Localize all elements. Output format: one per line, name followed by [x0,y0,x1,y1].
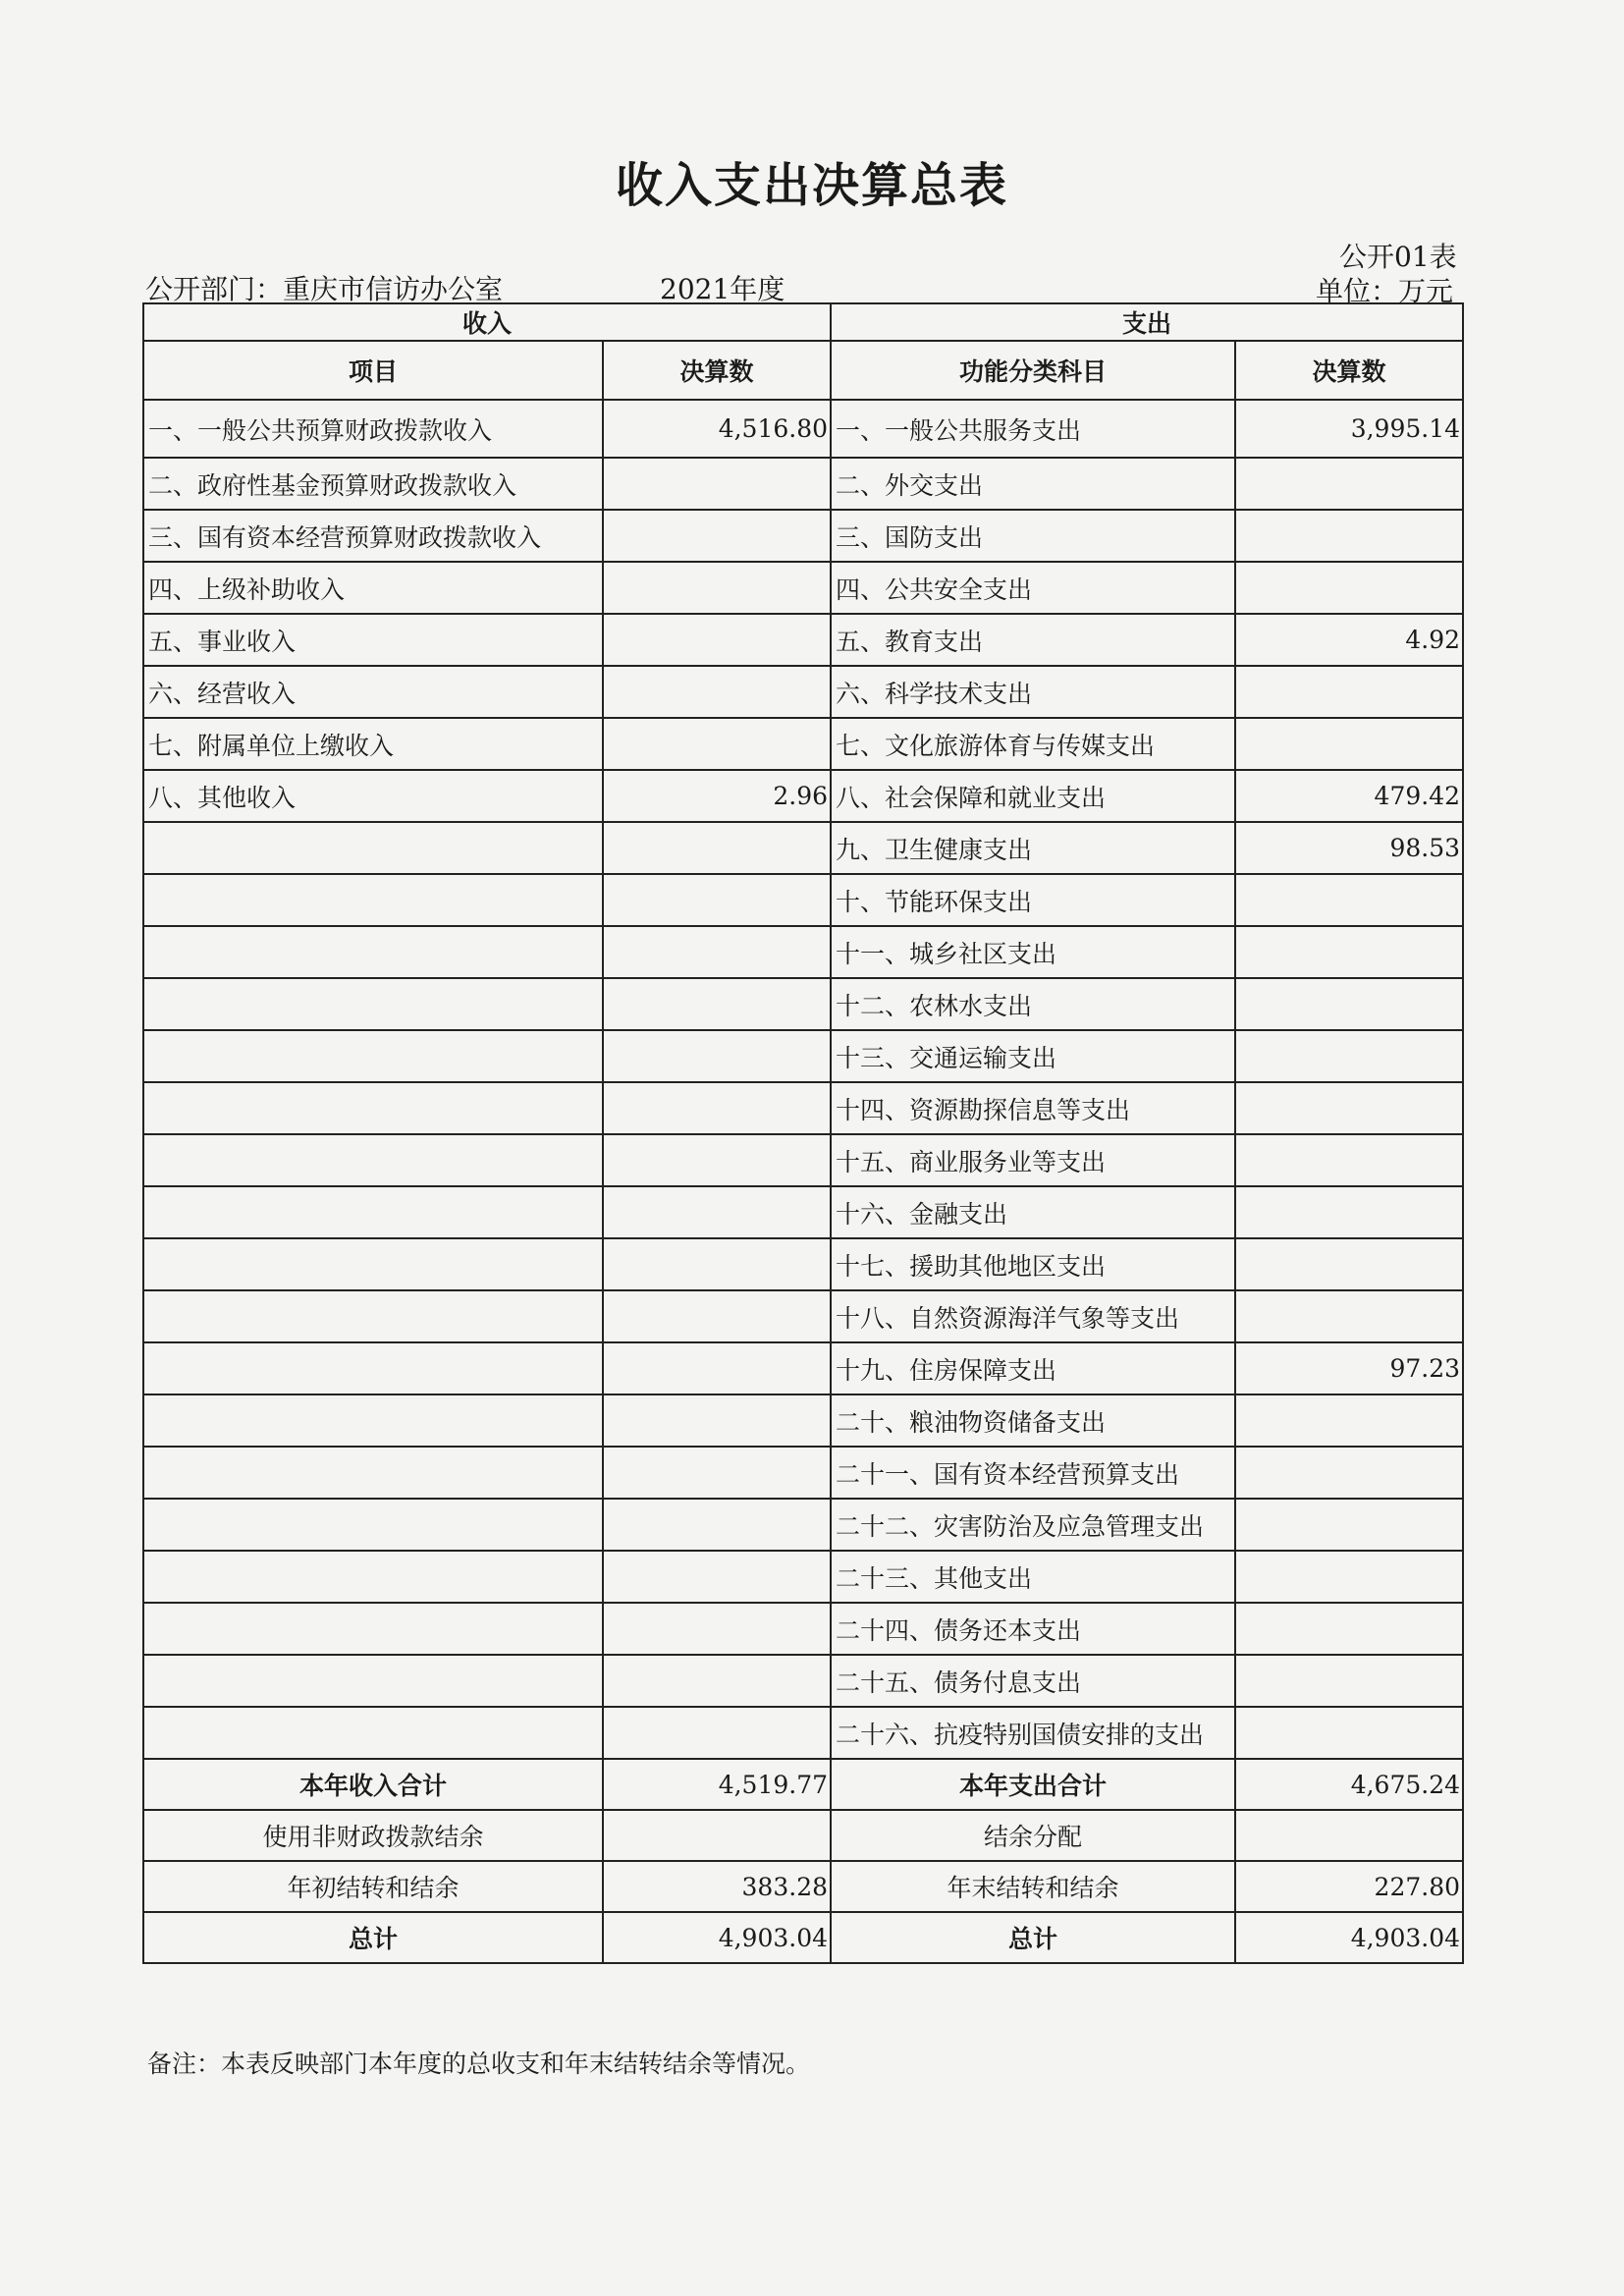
income-amount-cell [603,1551,831,1603]
expense-item-cell: 二十、粮油物资储备支出 [831,1394,1235,1447]
table-row [143,1499,1463,1551]
income-amount-cell: 4,516.80 [603,400,831,458]
table-row [143,614,1463,666]
expense-amount-cell [1235,1186,1463,1238]
income-amount-cell [603,562,831,614]
income-amount-cell [603,1030,831,1082]
expense-item-cell: 五、教育支出 [831,614,1235,666]
expense-amount-cell: 97.23 [1235,1342,1463,1394]
expense-amount-cell: 479.42 [1235,770,1463,822]
income-item-cell: 四、上级补助收入 [143,562,603,614]
year-label: 2021年度 [660,273,785,305]
expense-amount-cell: 98.53 [1235,822,1463,874]
income-amount-cell [603,614,831,666]
col-header-function: 功能分类科目 [831,341,1235,400]
form-code: 公开01表 [1339,241,1457,273]
income-item-cell [143,1603,603,1655]
income-amount-cell [603,458,831,510]
income-amount-cell [603,978,831,1030]
expense-amount-cell [1235,1134,1463,1186]
expense-amount-cell [1235,458,1463,510]
income-item-cell: 六、经营收入 [143,666,603,718]
expense-amount-cell [1235,978,1463,1030]
expense-amount-cell [1235,718,1463,770]
income-item-cell: 一、一般公共预算财政拨款收入 [143,400,603,458]
table-row [143,770,1463,822]
income-amount-cell [603,926,831,978]
income-item-cell [143,1238,603,1290]
income-item-cell [143,1707,603,1759]
table-row [143,1603,1463,1655]
page-title: 收入支出决算总表 [615,158,1008,213]
income-amount-cell: 2.96 [603,770,831,822]
table-row [143,1186,1463,1238]
summary-expense-label: 本年支出合计 [831,1759,1235,1810]
expense-amount-cell [1235,562,1463,614]
expense-item-cell: 二十四、债务还本支出 [831,1603,1235,1655]
expense-item-cell: 十四、资源勘探信息等支出 [831,1082,1235,1134]
income-item-cell [143,1290,603,1342]
expense-item-cell: 十一、城乡社区支出 [831,926,1235,978]
expense-amount-cell [1235,1707,1463,1759]
expense-section-header: 支出 [831,303,1463,341]
income-amount-cell [603,510,831,562]
income-item-cell: 二、政府性基金预算财政拨款收入 [143,458,603,510]
summary-income-label: 总计 [143,1912,603,1963]
col-header-item: 项目 [143,341,603,400]
summary-income-label: 本年收入合计 [143,1759,603,1810]
table-row [143,1238,1463,1290]
table-row [143,1655,1463,1707]
footnote: 备注：本表反映部门本年度的总收支和年末结转结余等情况。 [147,2050,811,2078]
summary-expense-amount: 4,903.04 [1235,1912,1463,1963]
section-header-row [143,303,1463,341]
income-item-cell [143,874,603,926]
expense-amount-cell: 3,995.14 [1235,400,1463,458]
expense-item-cell: 二、外交支出 [831,458,1235,510]
expense-item-cell: 二十一、国有资本经营预算支出 [831,1447,1235,1499]
expense-amount-cell [1235,926,1463,978]
income-amount-cell [603,874,831,926]
summary-income-amount: 4,903.04 [603,1912,831,1963]
column-header-row [143,341,1463,400]
summary-row [143,1810,1463,1861]
expense-item-cell: 十三、交通运输支出 [831,1030,1235,1082]
table-row [143,978,1463,1030]
summary-row [143,1912,1463,1963]
expense-amount-cell [1235,510,1463,562]
income-amount-cell [603,822,831,874]
table-row [143,1707,1463,1759]
income-item-cell: 五、事业收入 [143,614,603,666]
col-header-amount2: 决算数 [1235,341,1463,400]
income-amount-cell [603,1134,831,1186]
income-item-cell [143,1134,603,1186]
expense-item-cell: 十、节能环保支出 [831,874,1235,926]
expense-amount-cell [1235,1290,1463,1342]
income-item-cell [143,1551,603,1603]
table-summary [143,1759,1463,1963]
summary-income-amount [603,1810,831,1861]
summary-income-label: 使用非财政拨款结余 [143,1810,603,1861]
expense-item-cell: 十九、住房保障支出 [831,1342,1235,1394]
income-item-cell [143,1082,603,1134]
income-item-cell [143,1655,603,1707]
table-row [143,458,1463,510]
table-row [143,1447,1463,1499]
table-row [143,562,1463,614]
income-item-cell [143,978,603,1030]
expense-item-cell: 十六、金融支出 [831,1186,1235,1238]
summary-expense-label: 结余分配 [831,1810,1235,1861]
summary-income-amount: 4,519.77 [603,1759,831,1810]
table-row [143,874,1463,926]
table-row [143,1030,1463,1082]
table-row [143,1342,1463,1394]
expense-item-cell: 十八、自然资源海洋气象等支出 [831,1290,1235,1342]
summary-expense-label: 总计 [831,1912,1235,1963]
table-row [143,1551,1463,1603]
expense-amount-cell [1235,1394,1463,1447]
expense-amount-cell [1235,1082,1463,1134]
expense-item-cell: 七、文化旅游体育与传媒支出 [831,718,1235,770]
table-row [143,1394,1463,1447]
expense-item-cell: 二十五、债务付息支出 [831,1655,1235,1707]
expense-item-cell: 十七、援助其他地区支出 [831,1238,1235,1290]
table-row [143,718,1463,770]
expense-amount-cell: 4.92 [1235,614,1463,666]
income-section-header: 收入 [143,303,831,341]
table-row [143,1134,1463,1186]
table-row [143,926,1463,978]
income-amount-cell [603,1603,831,1655]
income-amount-cell [603,1655,831,1707]
summary-expense-amount: 4,675.24 [1235,1759,1463,1810]
expense-item-cell: 三、国防支出 [831,510,1235,562]
income-amount-cell [603,1447,831,1499]
income-item-cell: 三、国有资本经营预算财政拨款收入 [143,510,603,562]
expense-item-cell: 二十三、其他支出 [831,1551,1235,1603]
income-amount-cell [603,1082,831,1134]
summary-income-label: 年初结转和结余 [143,1861,603,1912]
expense-item-cell: 六、科学技术支出 [831,666,1235,718]
expense-item-cell: 四、公共安全支出 [831,562,1235,614]
expense-amount-cell [1235,1447,1463,1499]
table-row [143,1082,1463,1134]
table-row [143,510,1463,562]
expense-amount-cell [1235,1551,1463,1603]
income-amount-cell [603,1394,831,1447]
income-item-cell [143,926,603,978]
table-row [143,666,1463,718]
income-amount-cell [603,1186,831,1238]
income-item-cell: 八、其他收入 [143,770,603,822]
summary-expense-amount [1235,1810,1463,1861]
expense-amount-cell [1235,1603,1463,1655]
expense-amount-cell [1235,1238,1463,1290]
summary-row [143,1861,1463,1912]
summary-income-amount: 383.28 [603,1861,831,1912]
table-row [143,822,1463,874]
expense-item-cell: 八、社会保障和就业支出 [831,770,1235,822]
income-item-cell [143,1394,603,1447]
income-item-cell [143,1342,603,1394]
income-item-cell [143,1030,603,1082]
unit-label: 单位：万元 [1316,275,1454,307]
expense-item-cell: 一、一般公共服务支出 [831,400,1235,458]
income-item-cell [143,1186,603,1238]
income-item-cell [143,822,603,874]
income-amount-cell [603,1290,831,1342]
summary-row [143,1759,1463,1810]
income-item-cell: 七、附属单位上缴收入 [143,718,603,770]
table-row [143,400,1463,458]
expense-amount-cell [1235,1030,1463,1082]
income-amount-cell [603,1238,831,1290]
income-item-cell [143,1499,603,1551]
expense-item-cell: 十二、农林水支出 [831,978,1235,1030]
income-amount-cell [603,1342,831,1394]
expense-item-cell: 九、卫生健康支出 [831,822,1235,874]
income-amount-cell [603,1499,831,1551]
expense-item-cell: 二十六、抗疫特别国债安排的支出 [831,1707,1235,1759]
income-amount-cell [603,1707,831,1759]
expense-amount-cell [1235,1655,1463,1707]
summary-table-wrapper [142,302,1462,1964]
expense-amount-cell [1235,666,1463,718]
table-row [143,1290,1463,1342]
income-expense-table [142,302,1464,1964]
table-body [143,400,1463,1759]
income-item-cell [143,1447,603,1499]
income-amount-cell [603,718,831,770]
summary-expense-amount: 227.80 [1235,1861,1463,1912]
col-header-amount: 决算数 [603,341,831,400]
department-label: 公开部门：重庆市信访办公室 [145,273,504,305]
expense-amount-cell [1235,1499,1463,1551]
income-amount-cell [603,666,831,718]
expense-amount-cell [1235,874,1463,926]
summary-expense-label: 年末结转和结余 [831,1861,1235,1912]
expense-item-cell: 二十二、灾害防治及应急管理支出 [831,1499,1235,1551]
expense-item-cell: 十五、商业服务业等支出 [831,1134,1235,1186]
